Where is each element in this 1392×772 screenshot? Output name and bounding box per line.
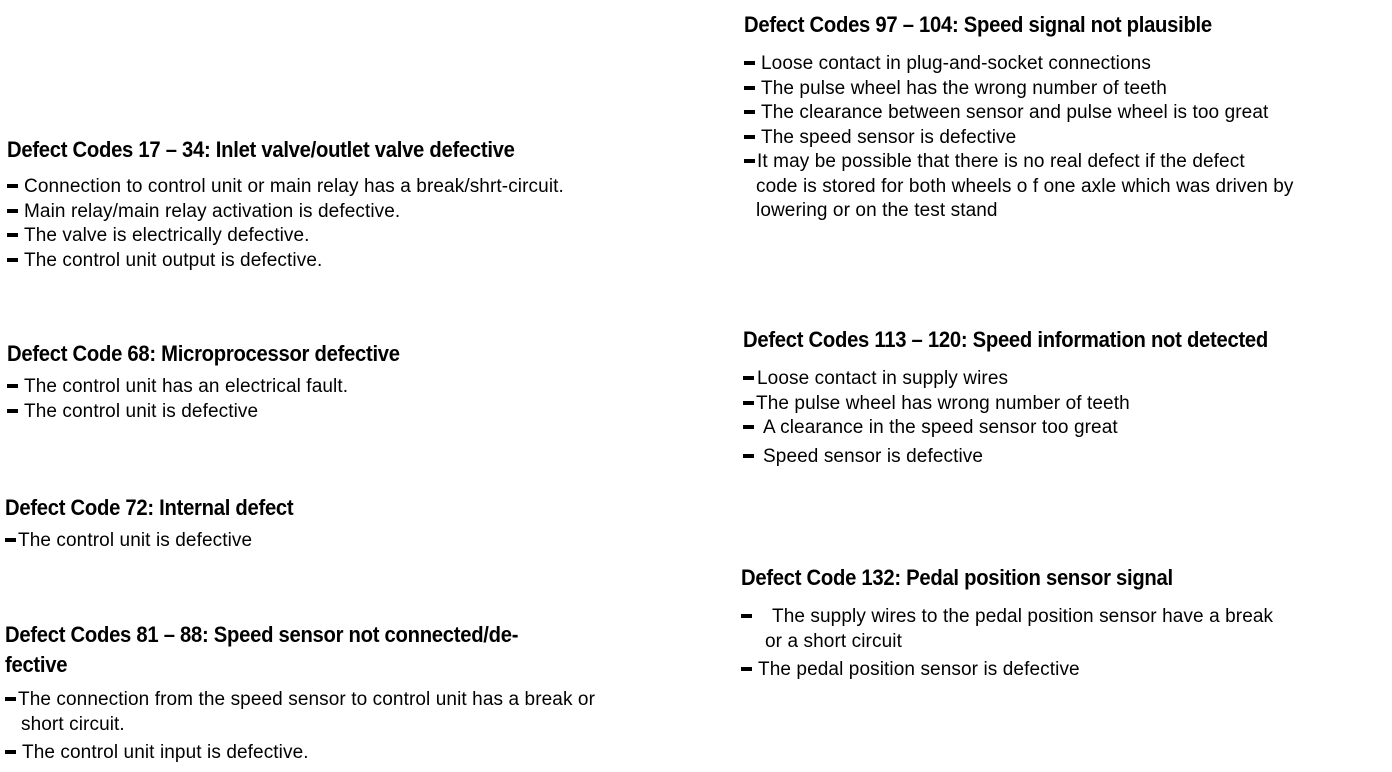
heading-defect-97-104: Defect Codes 97 – 104: Speed signal not plausible	[744, 12, 1212, 37]
heading-defect-113-120: Defect Codes 113 – 120: Speed information not detected	[743, 327, 1268, 352]
list-item-continuation: lowering or on the test stand	[756, 200, 998, 221]
list-item: It may be possible that there is no real defect if the defect	[744, 150, 1294, 175]
bullet-dash	[744, 86, 755, 90]
list-item: The clearance between sensor and pulse wheel is too great	[744, 101, 1294, 126]
bullet-dash	[744, 61, 755, 65]
section-defect-113-120	[743, 325, 1314, 469]
bullet-dash	[743, 454, 754, 458]
heading-defect-81-88-line1: Defect Codes 81 – 88: Speed sensor not connected/de-	[5, 622, 519, 647]
heading-defect-132: Defect Code 132: Pedal position sensor signal	[741, 565, 1173, 590]
heading-defect-81-88-line2: fective	[5, 652, 68, 677]
section-defect-81-88	[5, 620, 595, 766]
list-item: The supply wires to the pedal position sensor have a break	[741, 605, 1273, 630]
defect-81-88-list	[5, 688, 595, 766]
defect-113-120-list	[743, 367, 1314, 469]
defect-132-list	[741, 605, 1273, 683]
defect-72-list	[5, 529, 318, 554]
list-item: Loose contact in plug-and-socket connections	[744, 52, 1294, 77]
list-item: Main relay/main relay activation is defective.	[7, 200, 564, 225]
heading-defect-17-34: Defect Codes 17 – 34: Inlet valve/outlet valve defective	[7, 137, 515, 162]
list-item: The connection from the speed sensor to control unit has a break or	[5, 688, 595, 713]
bullet-dash	[7, 184, 18, 188]
list-item: Connection to control unit or main relay has a break/shrt-circuit.	[7, 175, 564, 200]
bullet-dash	[7, 409, 18, 413]
bullet-dash	[744, 135, 755, 139]
list-item: The pulse wheel has wrong number of teeth	[743, 392, 1314, 417]
bullet-dash	[5, 697, 16, 701]
list-item: A clearance in the speed sensor too great	[743, 416, 1314, 441]
section-defect-68	[7, 339, 434, 424]
bullet-dash	[7, 209, 18, 213]
defect-97-104-list	[744, 52, 1294, 224]
section-defect-17-34	[7, 135, 564, 273]
bullet-dash	[741, 667, 752, 671]
bullet-dash	[743, 401, 754, 405]
bullet-dash	[743, 376, 754, 380]
list-item-continuation: short circuit.	[21, 713, 125, 735]
list-item: The speed sensor is defective	[744, 126, 1294, 151]
bullet-dash	[5, 750, 16, 754]
bullet-dash	[744, 159, 755, 163]
list-item: The control unit has an electrical fault.	[7, 375, 434, 400]
bullet-dash	[743, 425, 754, 429]
list-item: Speed sensor is defective	[743, 445, 1314, 470]
list-item: The valve is electrically defective.	[7, 224, 564, 249]
section-defect-72	[5, 493, 318, 554]
bullet-dash	[741, 614, 752, 618]
list-item: The control unit input is defective.	[5, 741, 595, 766]
list-item: The pulse wheel has the wrong number of teeth	[744, 77, 1294, 102]
list-item: The pedal position sensor is defective	[741, 658, 1273, 683]
heading-defect-68: Defect Code 68: Microprocessor defective	[7, 341, 400, 366]
defect-17-34-list	[7, 175, 564, 273]
heading-defect-72: Defect Code 72: Internal defect	[5, 495, 294, 520]
list-item: The control unit is defective	[7, 400, 434, 425]
bullet-dash	[5, 538, 16, 542]
list-item: Loose contact in supply wires	[743, 367, 1314, 392]
defect-68-list	[7, 375, 434, 424]
list-item: The control unit is defective	[5, 529, 318, 554]
list-item: The control unit output is defective.	[7, 249, 564, 274]
section-defect-132	[741, 563, 1273, 683]
bullet-dash	[744, 110, 755, 114]
list-item-continuation: or a short circuit	[765, 630, 902, 652]
bullet-dash	[7, 384, 18, 388]
section-defect-97-104	[744, 10, 1294, 224]
bullet-dash	[7, 233, 18, 237]
bullet-dash	[7, 258, 18, 262]
list-item-continuation: code is stored for both wheels o f one axle which was driven by	[756, 175, 1294, 197]
